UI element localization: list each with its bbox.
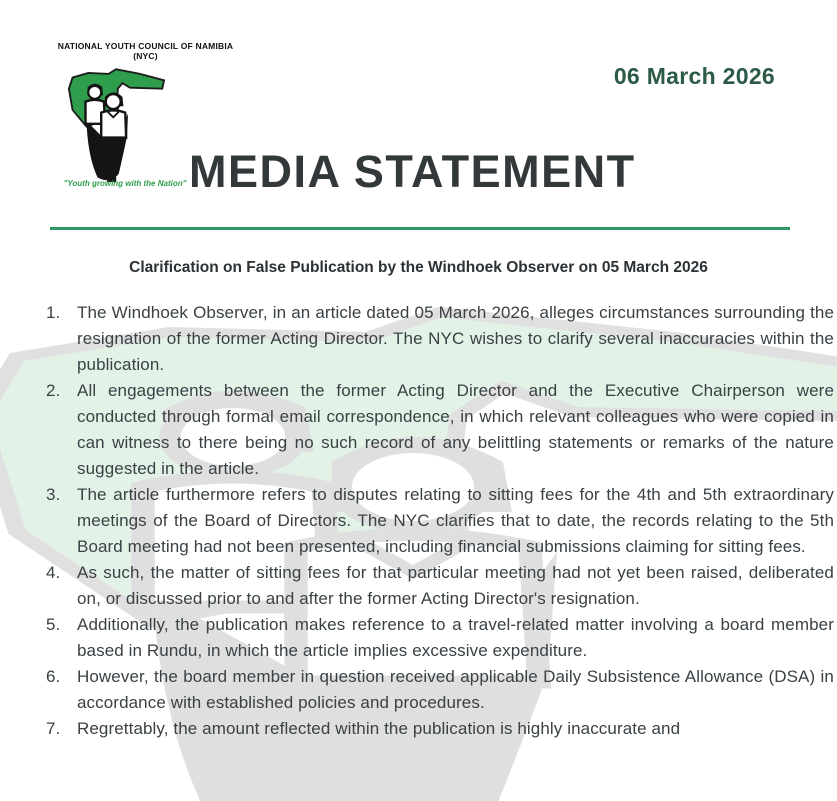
page-title: MEDIA STATEMENT (189, 146, 636, 197)
item-text: The Windhoek Observer, in an article dated 05 March 2026, alleges circumstances surrounding the resignation of the former Acting Director. The NYC wishes to clarify several inaccuracies within the publication. (77, 303, 834, 374)
statement-item (46, 716, 834, 742)
statement-item (46, 300, 834, 378)
nyc-logo-icon (57, 60, 175, 182)
statement-date: 06 March 2026 (613, 63, 775, 89)
item-text: Additionally, the publication makes reference to a travel-related matter involving a board member based in Rundu, in which the article implies excessive expenditure. (77, 615, 834, 660)
org-name (48, 41, 243, 61)
item-number: 1. (46, 303, 61, 322)
logo-slogan: "Youth growing with the Nation" (63, 179, 187, 188)
statement-subtitle: Clarification on False Publication by the Windhoek Observer on 05 March 2026 (129, 259, 708, 276)
item-number: 5. (46, 615, 61, 634)
statement-item (46, 664, 834, 716)
item-number: 3. (46, 485, 61, 504)
item-number: 4. (46, 563, 61, 582)
org-name-line1: NATIONAL YOUTH COUNCIL OF NAMIBIA (57, 41, 234, 51)
item-text: All engagements between the former Acting Director and the Executive Chairperson were conducted through formal email correspondence, in which relevant colleagues who were copied in can witness to there being no such record of any belittling statements or remarks of the nature suggested in the article. (77, 381, 834, 478)
statement-list (40, 300, 834, 742)
item-number: 6. (46, 667, 61, 686)
item-number: 2. (46, 381, 61, 400)
item-text: The article furthermore refers to disputes relating to sitting fees for the 4th and 5th extraordinary meetings of the Board of Directors. The NYC clarifies that to date, the records relating to the 5th Board meeting had not been presented, including financial submissions claiming for sitting fees. (77, 485, 834, 556)
statement-item (46, 482, 834, 560)
item-text: As such, the matter of sitting fees for that particular meeting had not yet been raised, deliberated on, or discussed prior to and after the former Acting Director's resignation. (77, 563, 834, 608)
item-text: However, the board member in question received applicable Daily Subsistence Allowance (DSA) in accordance with established policies and procedures. (77, 667, 834, 712)
divider-line (50, 227, 790, 230)
item-text: Regrettably, the amount reflected within the publication is highly inaccurate and (77, 719, 681, 738)
statement-item (46, 378, 834, 482)
statement-item (46, 612, 834, 664)
item-number: 7. (46, 719, 61, 738)
statement-item (46, 560, 834, 612)
org-name-line2: (NYC) (133, 51, 158, 61)
